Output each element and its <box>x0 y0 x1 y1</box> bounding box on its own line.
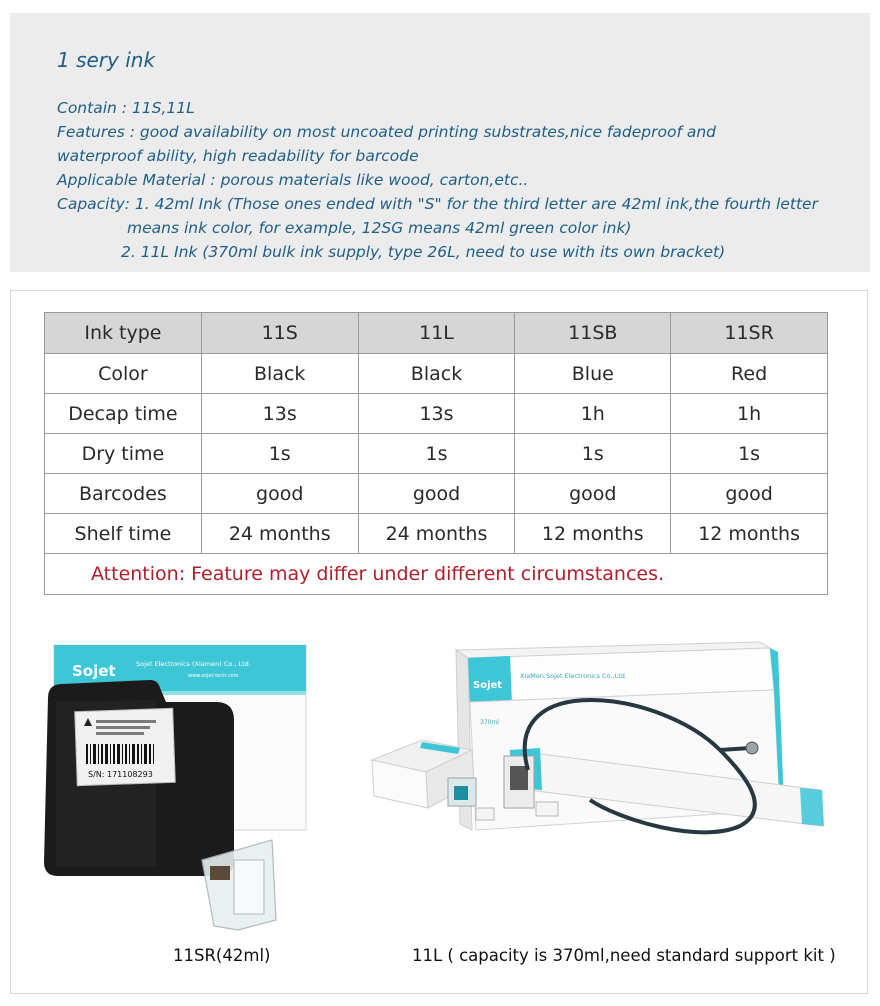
table-cell: 1s <box>515 434 671 474</box>
intro-contain: Contain : 11S,11L <box>57 99 195 117</box>
table-cell: Black <box>358 354 515 394</box>
table-cell: Color <box>45 354 202 394</box>
caption-11l: 11L ( capacity is 370ml,need standard support kit ) <box>412 946 836 965</box>
table-cell: 1h <box>671 394 828 434</box>
attention-note: Attention: Feature may differ under different circumstances. <box>45 554 828 595</box>
header-cell: 11S <box>201 313 358 354</box>
table-header-row <box>45 313 828 354</box>
intro-features: Features : good availability on most uncoated printing substrates,nice fadeproof and <box>57 123 716 141</box>
box-volume: 370ml <box>480 719 499 726</box>
intro-material: Applicable Material : porous materials like wood, carton,etc.. <box>57 171 529 189</box>
intro-capacity-1: Capacity: 1. 42ml Ink (Those ones ended with "S" for the third letter are 42ml ink,the fourth letter <box>57 195 818 213</box>
box-url: www.sojet-tech.com <box>188 673 239 679</box>
caption-11sr: 11SR(42ml) <box>173 946 271 965</box>
cartridge-11sr-photo <box>38 640 328 940</box>
table-cell: 12 months <box>515 514 671 554</box>
intro-capacity-2: 2. 11L Ink (370ml bulk ink supply, type 26L, need to use with its own bracket) <box>121 243 726 261</box>
table-cell: Black <box>201 354 358 394</box>
table-cell: good <box>201 474 358 514</box>
table-note-row <box>45 554 828 595</box>
table-cell: Barcodes <box>45 474 202 514</box>
table-cell: 24 months <box>201 514 358 554</box>
table-cell: good <box>515 474 671 514</box>
table-cell: Red <box>671 354 828 394</box>
table-cell: 1s <box>201 434 358 474</box>
table-cell: Shelf time <box>45 514 202 554</box>
table-cell: good <box>671 474 828 514</box>
intro-features-cont: waterproof ability, high readability for barcode <box>57 147 419 165</box>
bulk-ink-11l-photo <box>360 630 830 880</box>
table-row <box>45 394 828 434</box>
header-cell: 11SB <box>515 313 671 354</box>
header-cell: 11L <box>358 313 515 354</box>
table-cell: 1h <box>515 394 671 434</box>
box-company-name: XiaMen Sojet Electronics Co.,Ltd. <box>520 672 627 680</box>
table-cell: Dry time <box>45 434 202 474</box>
table-cell: 13s <box>358 394 515 434</box>
table-cell: 12 months <box>671 514 828 554</box>
intro-section <box>10 13 870 272</box>
table-cell: 1s <box>671 434 828 474</box>
header-cell: 11SR <box>671 313 828 354</box>
section-title: 1 sery ink <box>57 48 156 72</box>
spec-table <box>44 312 828 595</box>
table-cell: Decap time <box>45 394 202 434</box>
table-row <box>45 514 828 554</box>
table-row <box>45 474 828 514</box>
intro-capacity-1-cont: means ink color, for example, 12SG means 42ml green color ink) <box>127 219 632 237</box>
table-row <box>45 434 828 474</box>
box-brand-logo: Sojet <box>72 662 116 680</box>
table-cell: good <box>358 474 515 514</box>
box-brand-logo: Sojet <box>473 680 503 691</box>
header-cell: Ink type <box>45 313 202 354</box>
table-cell: 24 months <box>358 514 515 554</box>
box-company-name: Sojet Electronics (Xiamen) Co., Ltd. <box>136 660 251 668</box>
table-cell: Blue <box>515 354 671 394</box>
cartridge-serial: S/N: 171108293 <box>88 770 153 779</box>
table-cell: 1s <box>358 434 515 474</box>
table-row <box>45 354 828 394</box>
table-cell: 13s <box>201 394 358 434</box>
